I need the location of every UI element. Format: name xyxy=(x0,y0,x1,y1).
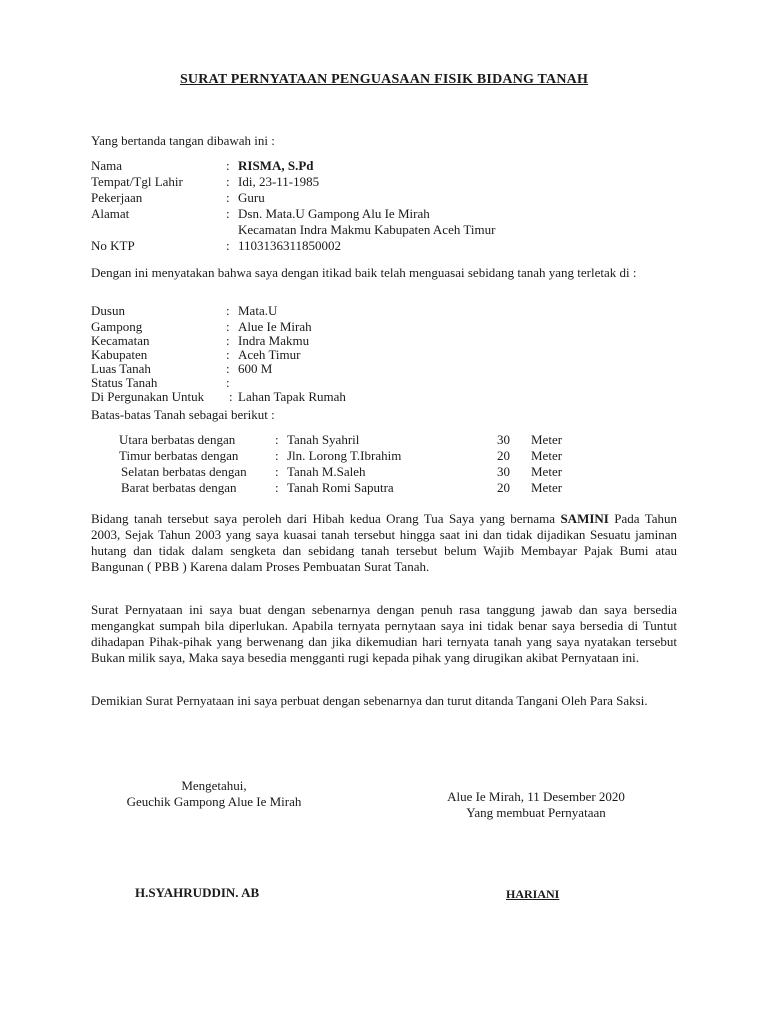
donor-name: SAMINI xyxy=(560,511,609,526)
identity-value: RISMA, S.Pd xyxy=(238,158,314,173)
land-value: Alue Ie Mirah xyxy=(238,319,312,334)
land-value: Mata.U xyxy=(238,303,278,318)
borders-title: Batas-batas Tanah sebagai berikut : xyxy=(91,407,275,422)
colon: : xyxy=(226,375,230,390)
land-value: Aceh Timur xyxy=(238,347,301,362)
identity-label: Alamat xyxy=(91,206,130,221)
identity-label: Tempat/Tgl Lahir xyxy=(91,174,183,189)
signature-left-line1: Mengetahui, xyxy=(181,778,247,793)
identity-value: Dsn. Mata.U Gampong Alu Ie Mirah xyxy=(238,206,430,221)
signature-right-line1: Alue Ie Mirah, 11 Desember 2020 xyxy=(447,789,625,804)
border-name: Tanah Romi Saputra xyxy=(287,480,394,495)
land-label: Status Tanah xyxy=(91,375,158,390)
signature-left-line2: Geuchik Gampong Alue Ie Mirah xyxy=(126,794,302,809)
paragraph-text: Bidang tanah tersebut saya peroleh dari Hibah kedua Orang Tua Saya yang bernama xyxy=(91,511,561,526)
border-length: 30 xyxy=(497,432,510,447)
paragraph-responsibility: Surat Pernyataan ini saya buat dengan sebenarnya dengan penuh rasa tanggung jawab dan saya bersedia mengangkat sumpah bila diperlukan. Apabila ternyata pernytaan saya ini tidak benar saya bersedia di Tuntut dihadapan Pihak-pihak yang berwenang dan jika dikemudian hari ternyata tanah yang saya nyatakan tersebut Bukan milik saya, Maka saya besedia mengganti rugi kepada pihak yang dirugikan akibat Pernyataan ini. xyxy=(91,602,677,665)
identity-value: Idi, 23-11-1985 xyxy=(238,174,320,189)
land-label: Luas Tanah xyxy=(91,361,151,376)
border-side: Barat berbatas dengan xyxy=(121,480,237,495)
colon: : xyxy=(275,432,279,447)
border-name: Tanah Syahril xyxy=(287,432,360,447)
border-side: Selatan berbatas dengan xyxy=(121,464,247,479)
colon: : xyxy=(226,303,230,318)
signature-left xyxy=(100,778,328,810)
land-label: Di Pergunakan Untuk xyxy=(91,389,205,404)
statement-intro: Dengan ini menyatakan bahwa saya dengan itikad baik telah menguasai sebidang tanah yang terletak di : xyxy=(91,265,637,280)
colon: : xyxy=(275,464,279,479)
paragraph-origin xyxy=(91,511,677,575)
signature-right-line2: Yang membuat Pernyataan xyxy=(466,805,606,820)
land-value: 600 M xyxy=(238,361,273,376)
border-unit: Meter xyxy=(531,448,563,463)
border-unit: Meter xyxy=(531,464,563,479)
land-value: Indra Makmu xyxy=(238,333,310,348)
intro-text: Yang bertanda tangan dibawah ini : xyxy=(91,133,275,148)
identity-value: 1103136311850002 xyxy=(238,238,342,253)
colon: : xyxy=(226,190,230,205)
colon: : xyxy=(229,389,233,404)
land-label: Kecamatan xyxy=(91,333,150,348)
identity-label: Pekerjaan xyxy=(91,190,143,205)
border-length: 30 xyxy=(497,464,510,479)
colon: : xyxy=(275,448,279,463)
signatory-right-name: HARIANI xyxy=(506,887,560,901)
land-label: Dusun xyxy=(91,303,125,318)
identity-label: No KTP xyxy=(91,238,135,253)
colon: : xyxy=(226,158,230,173)
land-value: Lahan Tapak Rumah xyxy=(238,389,346,404)
identity-label: Nama xyxy=(91,158,123,173)
paragraph-text: Pada Tahun 2003, Sejak Tahun 2003 yang saya kuasai tanah tersebut hingga saat ini dan tidak dijadikan Sesuatu jaminan hutang dan tidak dalam sengketa dan sebidang tanah tersebut belum Wajib Membayar Pajak Bumi atau Bangunan ( PBB ) Karena dalam Proses Pembuatan Surat Tanah. xyxy=(91,511,677,574)
colon: : xyxy=(226,319,230,334)
border-name: Jln. Lorong T.Ibrahim xyxy=(287,448,402,463)
signature-right xyxy=(410,789,662,821)
border-length: 20 xyxy=(497,480,510,495)
identity-value: Guru xyxy=(238,190,265,205)
border-length: 20 xyxy=(497,448,510,463)
colon: : xyxy=(226,347,230,362)
border-side: Timur berbatas dengan xyxy=(119,448,239,463)
border-side: Utara berbatas dengan xyxy=(119,432,236,447)
paragraph-closing: Demikian Surat Pernyataan ini saya perbuat dengan sebenarnya dan turut ditanda Tangani Oleh Para Saksi. xyxy=(91,693,648,708)
land-label: Kabupaten xyxy=(91,347,148,362)
colon: : xyxy=(226,174,230,189)
colon: : xyxy=(226,238,230,253)
document-title: SURAT PERNYATAAN PENGUASAAN FISIK BIDANG TANAH xyxy=(179,72,589,87)
colon: : xyxy=(226,206,230,221)
signatory-left-name: H.SYAHRUDDIN. AB xyxy=(135,885,260,900)
colon: : xyxy=(275,480,279,495)
border-unit: Meter xyxy=(531,432,563,447)
colon: : xyxy=(226,333,230,348)
border-name: Tanah M.Saleh xyxy=(287,464,366,479)
land-label: Gampong xyxy=(91,319,143,334)
identity-value: Kecamatan Indra Makmu Kabupaten Aceh Timur xyxy=(238,222,496,237)
border-unit: Meter xyxy=(531,480,563,495)
colon: : xyxy=(226,361,230,376)
